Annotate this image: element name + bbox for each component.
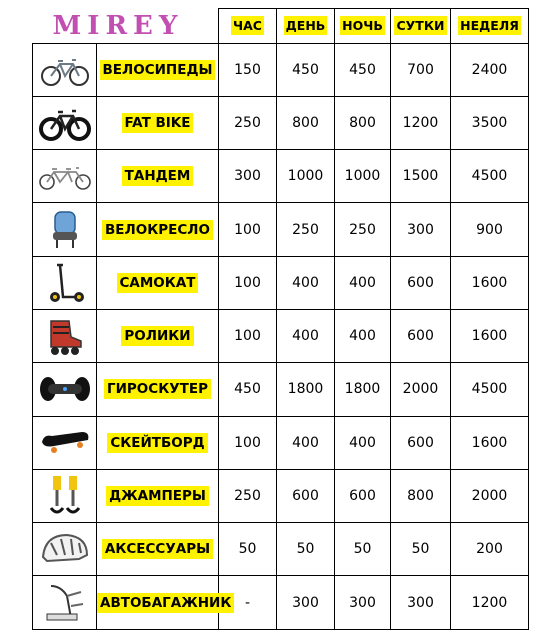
price-cell: 600	[391, 416, 451, 469]
price-cell: 1200	[451, 576, 529, 629]
price-cell: 150	[219, 43, 277, 96]
price-cell: 100	[219, 416, 277, 469]
price-cell: 200	[451, 523, 529, 576]
price-cell: 1800	[277, 363, 335, 416]
tandem-bicycle-icon	[33, 161, 96, 191]
price-cell: 300	[335, 576, 391, 629]
item-image-cell	[33, 150, 97, 203]
price-cell: 50	[391, 523, 451, 576]
item-image-cell	[33, 416, 97, 469]
price-cell: 800	[277, 96, 335, 149]
table-row	[33, 576, 529, 629]
item-image-cell	[33, 523, 97, 576]
item-image-cell	[33, 576, 97, 629]
price-cell: 1800	[335, 363, 391, 416]
price-cell: 250	[277, 203, 335, 256]
item-image-cell	[33, 203, 97, 256]
column-header-label: ЧАС	[233, 17, 262, 33]
table-row	[33, 416, 529, 469]
column-header-label: НОЧЬ	[342, 17, 383, 33]
item-name-cell	[97, 576, 232, 629]
car-bike-rack-icon	[33, 582, 96, 624]
price-cell: 1000	[277, 150, 335, 203]
price-cell: 400	[277, 256, 335, 309]
roller-skate-icon	[33, 315, 96, 357]
rental-price-table	[32, 8, 529, 630]
item-name: РОЛИКИ	[121, 326, 193, 346]
price-cell: 4500	[451, 363, 529, 416]
table-row	[33, 469, 529, 522]
price-cell: 400	[277, 309, 335, 362]
item-name: ВЕЛОКРЕСЛО	[102, 220, 213, 240]
logo-cell	[33, 9, 219, 44]
table-row	[33, 150, 529, 203]
price-cell: 250	[219, 469, 277, 522]
skateboard-icon	[33, 428, 96, 458]
price-cell: 600	[277, 469, 335, 522]
table-row	[33, 523, 529, 576]
price-cell: 450	[277, 43, 335, 96]
item-name: АКСЕССУАРЫ	[102, 539, 213, 559]
header-row	[33, 9, 529, 44]
item-name: АВТОБАГАЖНИК	[97, 593, 234, 613]
table-row	[33, 309, 529, 362]
column-header-label: ДЕНЬ	[285, 17, 326, 33]
price-cell: 100	[219, 256, 277, 309]
hoverboard-icon	[33, 374, 96, 404]
table-row	[33, 96, 529, 149]
item-name: СКЕЙТБОРД	[107, 433, 207, 453]
item-name-cell	[97, 416, 219, 469]
item-image-cell	[33, 256, 97, 309]
price-cell: 50	[219, 523, 277, 576]
price-cell: 3500	[451, 96, 529, 149]
item-name-cell	[97, 309, 219, 362]
price-cell: 1600	[451, 309, 529, 362]
fat-bike-icon	[33, 104, 96, 142]
price-cell: 1600	[451, 256, 529, 309]
price-cell: 250	[219, 96, 277, 149]
item-name-cell	[97, 523, 219, 576]
price-cell: 4500	[451, 150, 529, 203]
price-cell: 400	[335, 309, 391, 362]
item-name: ТАНДЕМ	[122, 166, 194, 186]
price-cell: 400	[335, 416, 391, 469]
column-header-day	[277, 9, 335, 44]
column-header-label: СУТКИ	[396, 17, 445, 33]
price-cell: 1200	[391, 96, 451, 149]
price-cell: 400	[335, 256, 391, 309]
price-cell: 2000	[391, 363, 451, 416]
price-cell: 600	[391, 309, 451, 362]
table-row	[33, 203, 529, 256]
price-cell: 300	[391, 203, 451, 256]
price-cell: 800	[391, 469, 451, 522]
item-name-cell	[97, 363, 219, 416]
item-name: САМОКАТ	[117, 273, 199, 293]
price-cell: 250	[335, 203, 391, 256]
mirey-logo: MIREY	[52, 10, 184, 41]
kick-scooter-icon	[33, 261, 96, 305]
price-cell: 600	[335, 469, 391, 522]
price-cell: 100	[219, 203, 277, 256]
column-header-week	[451, 9, 529, 44]
column-header-24h	[391, 9, 451, 44]
item-name-cell	[97, 203, 219, 256]
item-image-cell	[33, 309, 97, 362]
price-cell: 1600	[451, 416, 529, 469]
item-image-cell	[33, 43, 97, 96]
item-name: ДЖАМПЕРЫ	[106, 486, 209, 506]
price-cell: -	[219, 576, 277, 629]
price-cell: 600	[391, 256, 451, 309]
bike-helmet-icon	[33, 531, 96, 567]
item-image-cell	[33, 96, 97, 149]
price-cell: 100	[219, 309, 277, 362]
item-name-cell	[97, 43, 219, 96]
price-cell: 900	[451, 203, 529, 256]
price-cell: 50	[277, 523, 335, 576]
bicycle-icon	[33, 52, 96, 88]
item-image-cell	[33, 363, 97, 416]
column-header-label: НЕДЕЛЯ	[460, 17, 519, 33]
price-cell: 450	[219, 363, 277, 416]
item-name-cell	[97, 256, 219, 309]
jumping-stilts-icon	[33, 474, 96, 518]
item-name: FAT BIKE	[122, 113, 194, 133]
price-cell: 300	[277, 576, 335, 629]
price-cell: 400	[277, 416, 335, 469]
item-name-cell	[97, 469, 219, 522]
table-row	[33, 363, 529, 416]
item-name-cell	[97, 150, 219, 203]
price-cell: 2400	[451, 43, 529, 96]
price-cell: 1500	[391, 150, 451, 203]
item-name-cell	[97, 96, 219, 149]
price-cell: 800	[335, 96, 391, 149]
item-image-cell	[33, 469, 97, 522]
price-cell: 1000	[335, 150, 391, 203]
item-name: ГИРОСКУТЕР	[104, 379, 211, 399]
table-row	[33, 43, 529, 96]
column-header-night	[335, 9, 391, 44]
price-cell: 700	[391, 43, 451, 96]
price-cell: 450	[335, 43, 391, 96]
child-bike-seat-icon	[33, 208, 96, 252]
price-cell: 50	[335, 523, 391, 576]
price-cell: 2000	[451, 469, 529, 522]
price-cell: 300	[219, 150, 277, 203]
price-cell: 300	[391, 576, 451, 629]
item-name: ВЕЛОСИПЕДЫ	[100, 60, 216, 80]
table-row	[33, 256, 529, 309]
column-header-hour	[219, 9, 277, 44]
